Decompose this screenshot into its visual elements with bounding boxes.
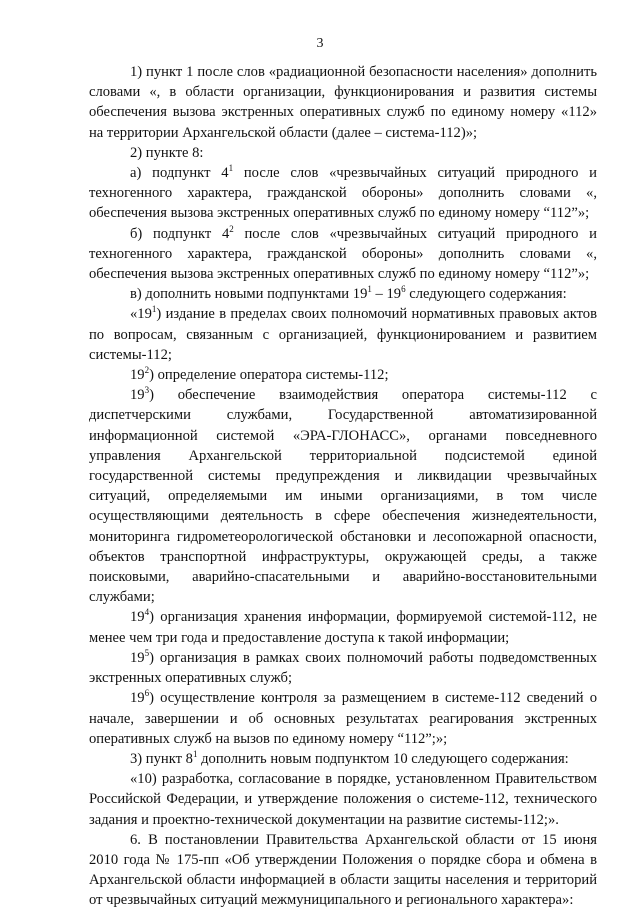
document-body — [89, 62, 597, 911]
text-run: 19 — [130, 387, 145, 404]
paragraph-p3 — [89, 163, 597, 224]
paragraph-p14 — [89, 830, 597, 911]
superscript: 1 — [228, 163, 234, 174]
text-run: после слов «чрезвычайных ситуаций природного и техногенного характера, гражданской обороны» дополнить словами «, обеспечения вызова экстренных оперативных служб по единому номеру “112”»; — [89, 225, 597, 283]
superscript: 5 — [144, 648, 150, 659]
text-run: 19 — [130, 367, 145, 384]
paragraph-p12 — [89, 749, 597, 769]
paragraph-p10 — [89, 648, 597, 688]
text-run: следующего содержания: — [405, 286, 567, 303]
page-number: 3 — [316, 36, 324, 51]
text-run: ) осуществление контроля за размещением в системе-112 сведений о начале, завершении и об основных результатах реагирования экстренных оперативных служб на вызов по единому номеру “112”;»; — [89, 690, 597, 747]
text-run: б) подпункт 4 — [130, 225, 230, 242]
paragraph-p7 — [89, 365, 597, 385]
paragraph-p5 — [89, 284, 597, 304]
text-run: в) дополнить новыми подпунктами 19 — [130, 286, 368, 303]
paragraph-p13 — [89, 769, 597, 830]
text-run: 1) пункт 1 после слов «радиационной безопасности населения» дополнить словами «, в области организации, функционирования и развития системы обеспечения вызова экстренных оперативных служб по единому номеру «112» на территории Архангельской области (далее – система-112)»; — [89, 64, 597, 141]
superscript: 1 — [192, 749, 198, 760]
paragraph-p2 — [89, 143, 597, 163]
text-run: – 19 — [371, 286, 402, 303]
paragraph-p6 — [89, 304, 597, 365]
text-run: ) организация хранения информации, формируемой системой-112, не менее чем три года и предоставление доступа к такой информации; — [89, 609, 597, 646]
paragraph-p1 — [89, 62, 597, 143]
text-run: 19 — [130, 690, 145, 707]
text-run: 19 — [130, 649, 145, 666]
text-run: ) организация в рамках своих полномочий работы подведомственных экстренных оперативных служб; — [89, 649, 597, 687]
superscript: 4 — [144, 607, 150, 618]
text-run: 19 — [130, 609, 145, 626]
text-run: 2) пункте 8: — [130, 144, 204, 161]
superscript: 2 — [144, 365, 150, 376]
superscript: 1 — [367, 284, 372, 295]
paragraph-p4 — [89, 224, 597, 285]
superscript: 1 — [151, 304, 157, 315]
superscript: 6 — [144, 688, 150, 699]
text-run: 3) пункт 8 — [130, 750, 193, 767]
text-run: а) подпункт 4 — [130, 165, 229, 182]
paragraph-p11 — [89, 688, 597, 749]
text-run: ) издание в пределах своих полномочий нормативных правовых актов по вопросам, связанным с организацией, функционированием и развитием системы-112; — [89, 306, 597, 363]
text-run: дополнить новым подпунктом 10 следующего содержания: — [197, 750, 569, 767]
paragraph-p9 — [89, 607, 597, 647]
text-run: «10) разработка, согласование в порядке, установленном Правительством Российской Федерации, и утверждение положения о системе-112, технического задания и проектно-технической документации на развитие системы-112;». — [89, 771, 597, 828]
superscript: 2 — [229, 223, 234, 234]
superscript: 3 — [144, 385, 150, 396]
superscript: 6 — [401, 284, 406, 295]
paragraph-p8 — [89, 385, 597, 607]
text-run: после слов «чрезвычайных ситуаций природного и техногенного характера, гражданской обороны» дополнить словами «, обеспечения вызова экстренных оперативных служб по единому номеру “112”»; — [89, 165, 597, 222]
text-run: 6. В постановлении Правительства Архангельской области от 15 июня 2010 года № 175-пп «Об утверждении Положения о порядке сбора и обмена в Архангельской области информацией в области защиты населения и территорий от чрезвычайных ситуаций межмуниципального и регионального характера»: — [89, 831, 597, 909]
text-run: ) определение оператора системы-112; — [149, 367, 389, 384]
text-run: ) обеспечение взаимодействия оператора системы-112 с диспетчерскими службами, Государственной автоматизированной информационной системой «ЭРА-ГЛОНАСС», органами повседневного управления Архангельской территориальной подсистемой единой государственной системы предупреждения и ликвидации чрезвычайных ситуаций, определяемыми им иными организациями, в том числе осуществляющими деятельность в сфере обеспечения жизнедеятельности, мониторинга гидрометеорологической обстановки и лесопожарной опасности, объектов транспортной инфраструктуры, окружающей среды, а также поисковыми, аварийно-спасательными и аварийно-восстановительными службами; — [89, 387, 597, 606]
text-run: «19 — [130, 306, 152, 323]
